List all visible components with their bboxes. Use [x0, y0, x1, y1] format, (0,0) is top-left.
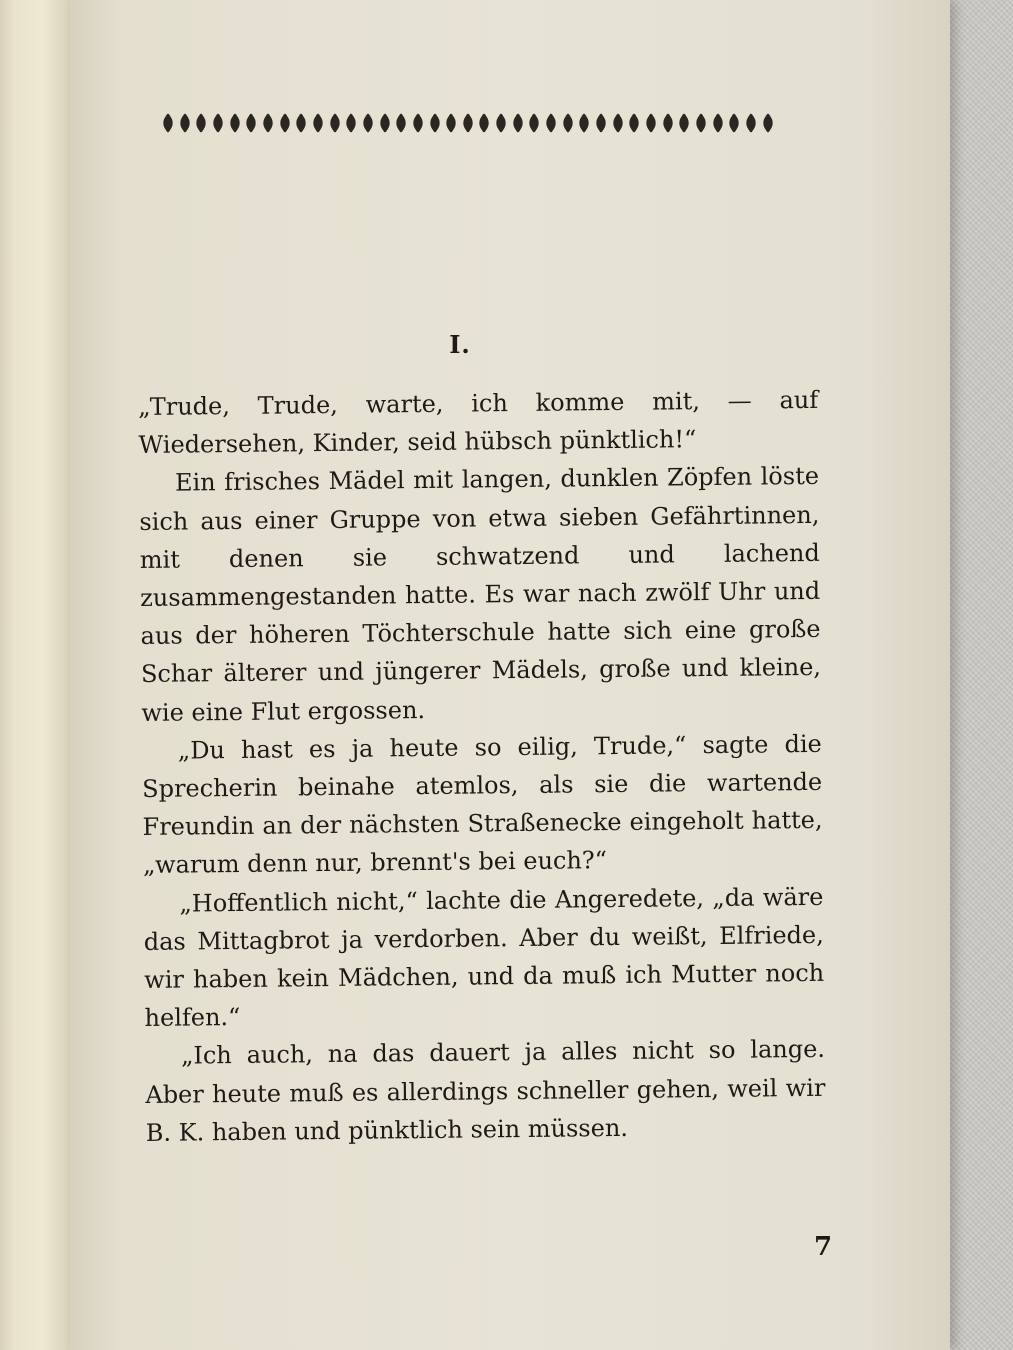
ornament-leaf-icon [694, 113, 707, 134]
ornament-leaf-icon [494, 113, 507, 134]
page-curl [0, 0, 16, 1350]
ornament-leaf-icon [345, 113, 358, 134]
ornament-leaf-icon [295, 113, 308, 134]
ornament-leaf-icon [361, 113, 374, 134]
ornament-leaf-icon [761, 113, 774, 134]
ornament-leaf-icon [728, 113, 741, 134]
paragraph: Ein frisches Mädel mit langen, dunklen Zöpfen löste sich aus einer Gruppe von etwa sieben Gefährtinnen, mit denen sie schwatzend und lachend zusammengestanden hatte. Es war nach zwölf Uhr und aus der höheren Töchterschule hatte sich eine große Schar älterer und jüngerer Mädels, große und kleine, wie eine Flut ergossen. [139, 462, 822, 727]
left-page-edge [0, 0, 72, 1350]
ornament-leaf-icon [678, 113, 691, 134]
book-page [70, 0, 950, 1350]
ornament-leaf-icon [544, 113, 557, 134]
chapter-number: I. [449, 330, 471, 359]
ornament-leaf-icon [444, 113, 457, 134]
ornament-leaf-icon [644, 113, 657, 134]
ornament-leaf-icon [228, 113, 241, 134]
ornament-leaf-icon [161, 113, 174, 134]
page-number: 7 [814, 1232, 833, 1262]
ornament-leaf-icon [395, 113, 408, 134]
ornament-leaf-icon [594, 113, 607, 134]
ornament-leaf-icon [411, 113, 424, 134]
ornament-leaf-icon [628, 113, 641, 134]
ornament-leaf-icon [528, 113, 541, 134]
ornament-leaf-icon [311, 113, 324, 134]
ornament-leaf-icon [561, 113, 574, 134]
ornament-leaf-icon [661, 113, 674, 134]
paragraph: „Ich auch, na das dauert ja alles nicht so lange. Aber heute muß es allerdings schneller gehen, weil wir B. K. haben und pünktlich sein müssen. [145, 1035, 826, 1147]
ornament-leaf-icon [278, 113, 291, 134]
ornament-leaf-icon [478, 113, 491, 134]
ornament-leaf-icon [178, 113, 191, 134]
paragraph: „Du hast es ja heute so eilig, Trude,“ sagte die Sprecherin beinahe atemlos, als sie die wartende Freundin an der nächsten Straßenecke eingeholt hatte, „warum denn nur, brennt's bei euch?“ [142, 729, 823, 880]
ornament-leaf-icon [378, 113, 391, 134]
ornament-leaf-icon [511, 113, 524, 134]
ornament-leaf-icon [195, 113, 208, 134]
ornament-leaf-icon [611, 113, 624, 134]
ornament-rule [162, 112, 774, 134]
ornament-leaf-icon [461, 113, 474, 134]
ornament-leaf-icon [245, 113, 258, 134]
ornament-leaf-icon [711, 113, 724, 134]
ornament-leaf-icon [578, 113, 591, 134]
paragraph: „Hoffentlich nicht,“ lachte die Angeredete, „da wäre das Mittagbrot ja verdorben. Aber du weißt, Elfriede, wir haben kein Mädchen, und da muß ich Mutter noch helfen.“ [143, 882, 825, 1033]
ornament-leaf-icon [744, 113, 757, 134]
body-text [138, 381, 826, 1152]
ornament-leaf-icon [211, 113, 224, 134]
paragraph: „Trude, Trude, warte, ich komme mit, — auf Wiedersehen, Kinder, seid hübsch pünktlich!“ [138, 385, 819, 460]
ornament-leaf-icon [428, 113, 441, 134]
ornament-leaf-icon [261, 113, 274, 134]
ornament-leaf-icon [328, 113, 341, 134]
